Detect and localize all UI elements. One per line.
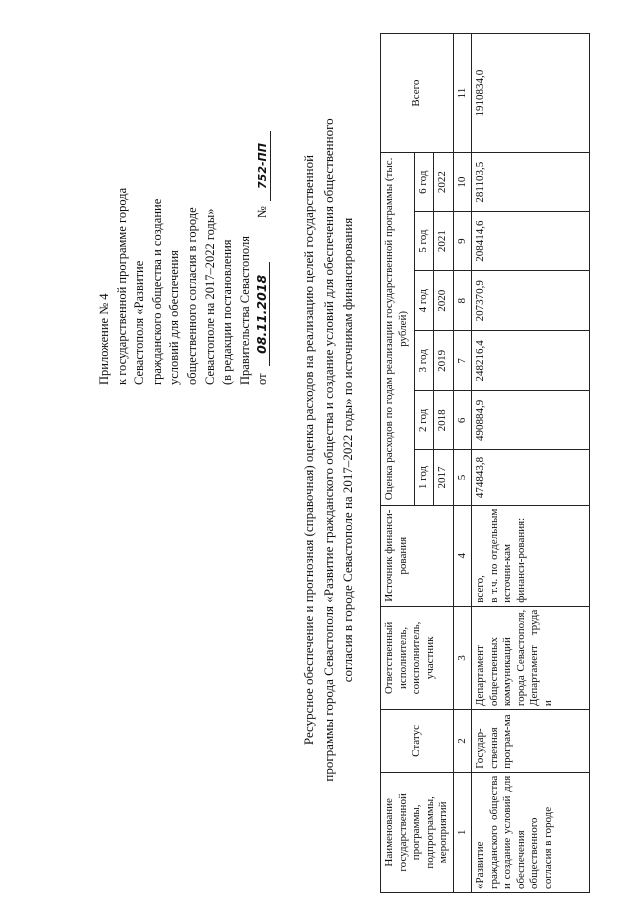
value-2018: 490884,9 [472,391,590,450]
handwritten-date: 08.11.2018 [254,262,270,366]
appendix-line: Правительства Севастополя [237,236,252,385]
appendix-line: общественного согласия в городе [184,207,199,385]
header-year: 2018 [434,391,453,450]
header-year: 2021 [434,212,453,271]
column-number: 5 [453,450,472,505]
column-number: 2 [453,710,472,773]
value-2020: 207370,9 [472,271,590,331]
header-responsible: Ответственный исполнитель, соисполнитель, участник [381,606,454,709]
appendix-line: гражданского общества и создание [149,198,164,385]
resolution-date-number [254,25,272,385]
header-status: Статус [381,710,454,773]
header-year: 2020 [434,271,453,331]
title-line: Ресурсное обеспечение и прогнозная (справочная) оценка расходов на реализацию целей государственной [301,154,316,746]
number-label: № [255,206,270,219]
column-number: 11 [453,34,472,153]
value-2022: 281103,5 [472,153,590,212]
table-header-row [381,34,415,893]
column-number: 8 [453,271,472,331]
row-status: Государ-ственная програм-ма [472,710,590,773]
row-source [472,505,590,606]
column-number: 7 [453,331,472,391]
column-number: 3 [453,606,472,709]
column-number: 10 [453,153,472,212]
appendix-line: Севастополе на 2017–2022 годы» [202,208,217,385]
column-number-row [453,34,472,893]
resource-table [380,33,590,893]
value-2021: 208414,6 [472,212,590,271]
header-year: 2022 [434,153,453,212]
row-responsible: Департамент общественных коммуникаций города Севастополя, Департамент труда и [472,606,590,709]
column-number: 4 [453,505,472,606]
title-line: программы города Севастополя «Развитие гражданского общества и создание условий для обеспечения общественного [320,118,336,782]
appendix-line: Приложение № 4 [97,293,111,385]
row-program-name: «Развитие гражданского общества и создание условий для обеспечения общественного согласия в городе [472,772,590,892]
column-number: 6 [453,391,472,450]
header-year-label: 3 год [414,331,433,391]
header-estimate: Оценка расходов по годам реализации государственной программы (тыс. рублей) [381,153,415,506]
from-label: от [255,373,270,385]
header-year-label: 6 год [414,153,433,212]
handwritten-number: 752-ПП [255,131,271,201]
value-2017: 474843,8 [472,450,590,505]
column-number: 1 [453,772,472,892]
appendix-line: условий для обеспечения [167,250,182,385]
header-year: 2019 [434,331,453,391]
source-detail: в т.ч. по отдельным источни-кам финанси-рования: [487,508,527,603]
appendix-header [96,25,272,385]
header-year-label: 4 год [414,271,433,331]
header-name: Наименование государственной программы, подпрограммы, мероприятий [381,772,454,892]
header-year-label: 2 год [414,391,433,450]
value-total: 1910834,0 [472,34,590,153]
header-source: Источник финанси-рования [381,505,454,606]
header-year-label: 1 год [414,450,433,505]
header-year: 2017 [434,450,453,505]
table-row [472,34,590,893]
header-year-label: 5 год [414,212,433,271]
header-total: Всего [381,34,454,153]
appendix-line: к государственной программе города [114,187,129,385]
column-number: 9 [453,212,472,271]
source-total: всего, [474,575,486,603]
title-line: согласия в городе Севастополе на 2017–2022 годы» по источникам финансирования [340,217,355,683]
appendix-line: Севастополя «Развитие [132,260,147,385]
value-2019: 248216,4 [472,331,590,391]
appendix-line: (в редакции постановления [220,239,235,385]
document-title [299,55,358,845]
